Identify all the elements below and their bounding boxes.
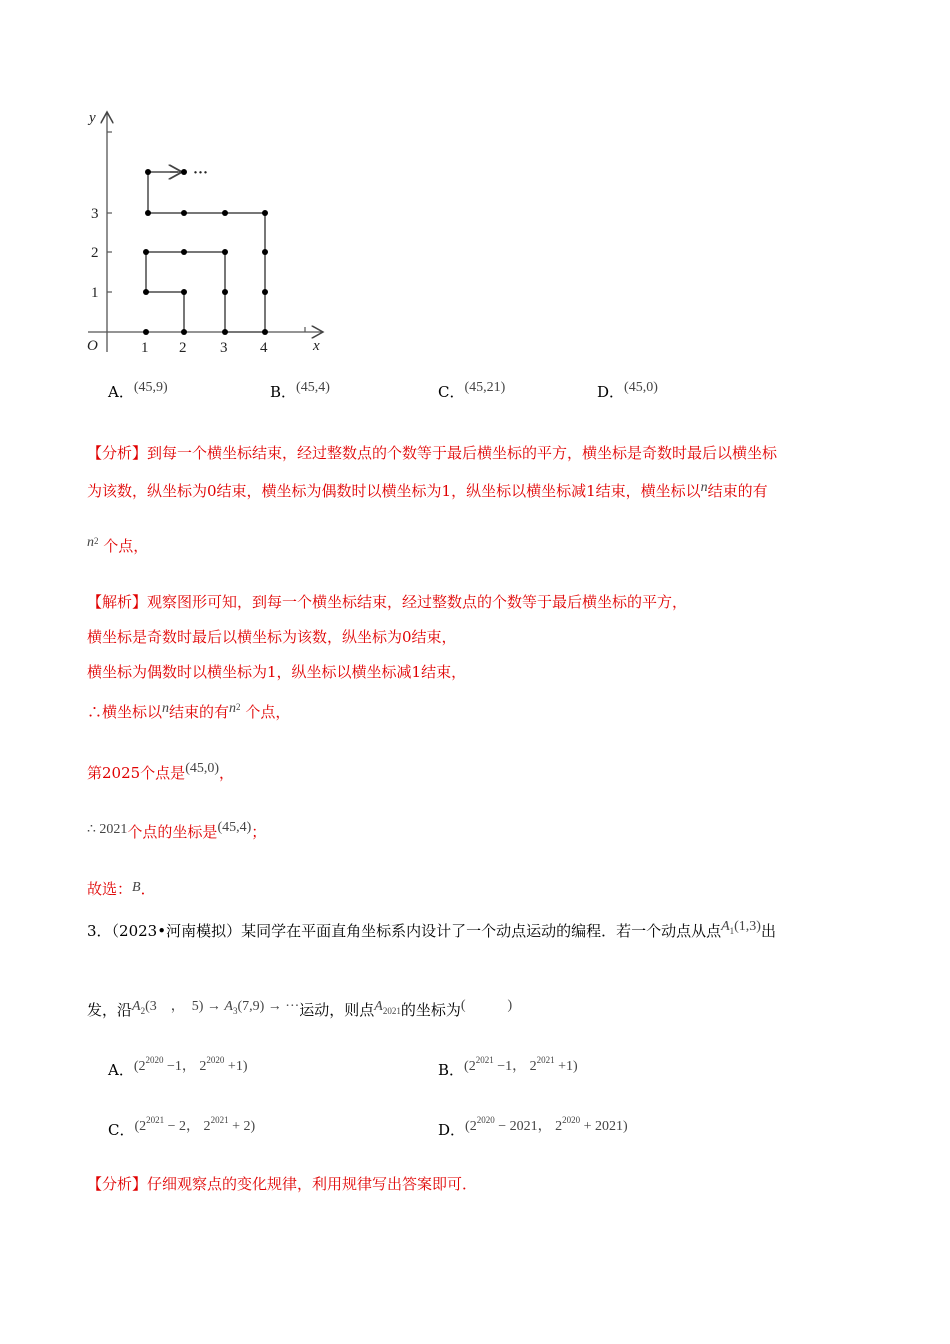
text: 到每一个横坐标结束，经过整数点的个数等于最后横坐标的平方，横坐标是奇数时最后以横坐标 bbox=[147, 444, 778, 462]
option-value: (45,4) bbox=[296, 380, 330, 395]
spiral-path bbox=[146, 172, 265, 332]
q2-option-d[interactable] bbox=[597, 380, 658, 402]
option-value: (45,9) bbox=[133, 380, 168, 395]
answer-value: B bbox=[132, 880, 141, 895]
analysis-line-1 bbox=[87, 442, 777, 463]
q2-option-b[interactable] bbox=[270, 380, 330, 402]
analysis-line-3 bbox=[87, 535, 148, 556]
text: 个点， bbox=[245, 703, 291, 721]
option-value: ($2^{2021} - 2$， $2^{2021} + 2$) bbox=[134, 1115, 256, 1134]
math-n: n bbox=[229, 701, 237, 716]
solution-tag: 【解析】 bbox=[87, 593, 148, 611]
x-tick-label: 1 bbox=[141, 340, 149, 356]
solution-answer bbox=[87, 878, 156, 899]
option-letter: A． bbox=[108, 383, 134, 401]
math-sup: 2 bbox=[236, 702, 241, 712]
analysis-tag: 【分析】 bbox=[87, 1175, 148, 1193]
y-tick-label: 3 bbox=[91, 206, 99, 222]
math-coord: (3 ， 5) → bbox=[145, 999, 225, 1014]
text: ∴横坐标以 bbox=[87, 703, 163, 721]
math-a: A bbox=[721, 919, 730, 934]
origin-label: O bbox=[87, 338, 98, 354]
y-tick-label: 2 bbox=[91, 245, 99, 261]
option-value: (45,21) bbox=[464, 380, 506, 395]
math-n: n bbox=[87, 535, 94, 550]
x-tick-label: 2 bbox=[179, 340, 187, 356]
solution-line-1 bbox=[87, 591, 687, 612]
text: 观察图形可知，到每一个横坐标结束，经过整数点的个数等于最后横坐标的平方， bbox=[147, 593, 688, 611]
text: 3．（2023•河南模拟）某同学在平面直角坐标系内设计了一个动点运动的编程．若一个动点从点 bbox=[87, 922, 722, 940]
option-value: (45,0) bbox=[624, 380, 658, 395]
math-coord: (45,4) bbox=[217, 820, 252, 835]
text: ． bbox=[140, 880, 156, 898]
answer-blank: ( ) bbox=[460, 998, 513, 1013]
math-sup: 2 bbox=[94, 536, 99, 546]
math-sub: 2 bbox=[140, 1006, 146, 1016]
math-coord: (1,3) bbox=[734, 919, 761, 934]
text: 出 bbox=[760, 922, 776, 940]
math-coord: (45,0) bbox=[185, 761, 220, 776]
option-letter: B． bbox=[270, 383, 297, 401]
text: 故选： bbox=[87, 880, 133, 898]
ellipsis: ··· bbox=[193, 165, 209, 181]
q3-option-a[interactable] bbox=[108, 1055, 247, 1080]
text: 个点的坐标是 bbox=[127, 823, 218, 841]
text: 结束的有 bbox=[707, 482, 768, 500]
option-letter: C． bbox=[108, 1121, 135, 1139]
solution-line-5 bbox=[87, 761, 234, 783]
option-letter: D． bbox=[597, 383, 625, 401]
option-value: ($2^{2021} -1$， $2^{2021} +1$) bbox=[464, 1055, 578, 1074]
q3-option-b[interactable] bbox=[438, 1055, 578, 1080]
option-value: ($2^{2020} -1$， $2^{2020} +1$) bbox=[133, 1055, 248, 1074]
text: ， bbox=[219, 764, 235, 782]
spiral-lattice-figure bbox=[80, 100, 340, 360]
y-tick-label: 1 bbox=[91, 285, 99, 301]
math-sub: 2021 bbox=[382, 1006, 401, 1016]
solution-line-4 bbox=[87, 701, 290, 722]
solution-line-6 bbox=[87, 820, 266, 842]
q3-option-c[interactable] bbox=[108, 1115, 255, 1140]
math-sub: 1 bbox=[729, 926, 735, 936]
math-a: A bbox=[132, 999, 141, 1014]
x-axis-label: x bbox=[313, 338, 320, 354]
q2-option-a[interactable] bbox=[108, 380, 168, 402]
text: 仔细观察点的变化规律，利用规律写出答案即可． bbox=[147, 1175, 478, 1193]
solution-line-3: 横坐标为偶数时以横坐标为1，纵坐标以横坐标减1结束， bbox=[87, 663, 467, 681]
analysis-tag: 【分析】 bbox=[87, 444, 148, 462]
analysis-line-2 bbox=[87, 480, 768, 501]
text: ； bbox=[251, 823, 267, 841]
solution-line-2: 横坐标是奇数时最后以横坐标为该数，纵坐标为0结束， bbox=[87, 628, 457, 646]
text: 为该数，纵坐标为0结束，横坐标为偶数时以横坐标为1，纵坐标以横坐标减1结束，横坐标以 bbox=[87, 482, 701, 500]
text: 运动，则点 bbox=[299, 1001, 375, 1019]
text: 的坐标为 bbox=[400, 1001, 461, 1019]
text: 结束的有 bbox=[169, 703, 230, 721]
option-letter: B． bbox=[438, 1061, 465, 1079]
x-tick-label: 3 bbox=[220, 340, 228, 356]
q3-line-1 bbox=[87, 919, 776, 941]
text: 个点， bbox=[103, 537, 149, 555]
option-value: ($2^{2020} - 2021$， $2^{2020} + 2021$) bbox=[465, 1115, 628, 1134]
q3-analysis bbox=[87, 1173, 477, 1194]
q2-option-c[interactable] bbox=[438, 380, 505, 402]
option-letter: A． bbox=[108, 1061, 134, 1079]
x-tick-label: 4 bbox=[260, 340, 268, 356]
y-axis-label: y bbox=[89, 110, 96, 126]
text: 第2025个点是 bbox=[87, 764, 186, 782]
option-letter: D． bbox=[438, 1121, 466, 1139]
math-sub: 3 bbox=[232, 1006, 238, 1016]
option-letter: C． bbox=[438, 383, 465, 401]
math-a: A bbox=[374, 999, 383, 1014]
math-text: ∴ 2021 bbox=[87, 822, 128, 837]
math-a: A bbox=[224, 999, 233, 1014]
q3-line-2 bbox=[87, 994, 512, 1020]
q3-option-d[interactable] bbox=[438, 1115, 628, 1140]
text: 发，沿 bbox=[87, 1001, 133, 1019]
math-n: n bbox=[700, 480, 708, 495]
math-coord: (7,9) → ··· bbox=[237, 999, 300, 1014]
math-n: n bbox=[162, 701, 170, 716]
